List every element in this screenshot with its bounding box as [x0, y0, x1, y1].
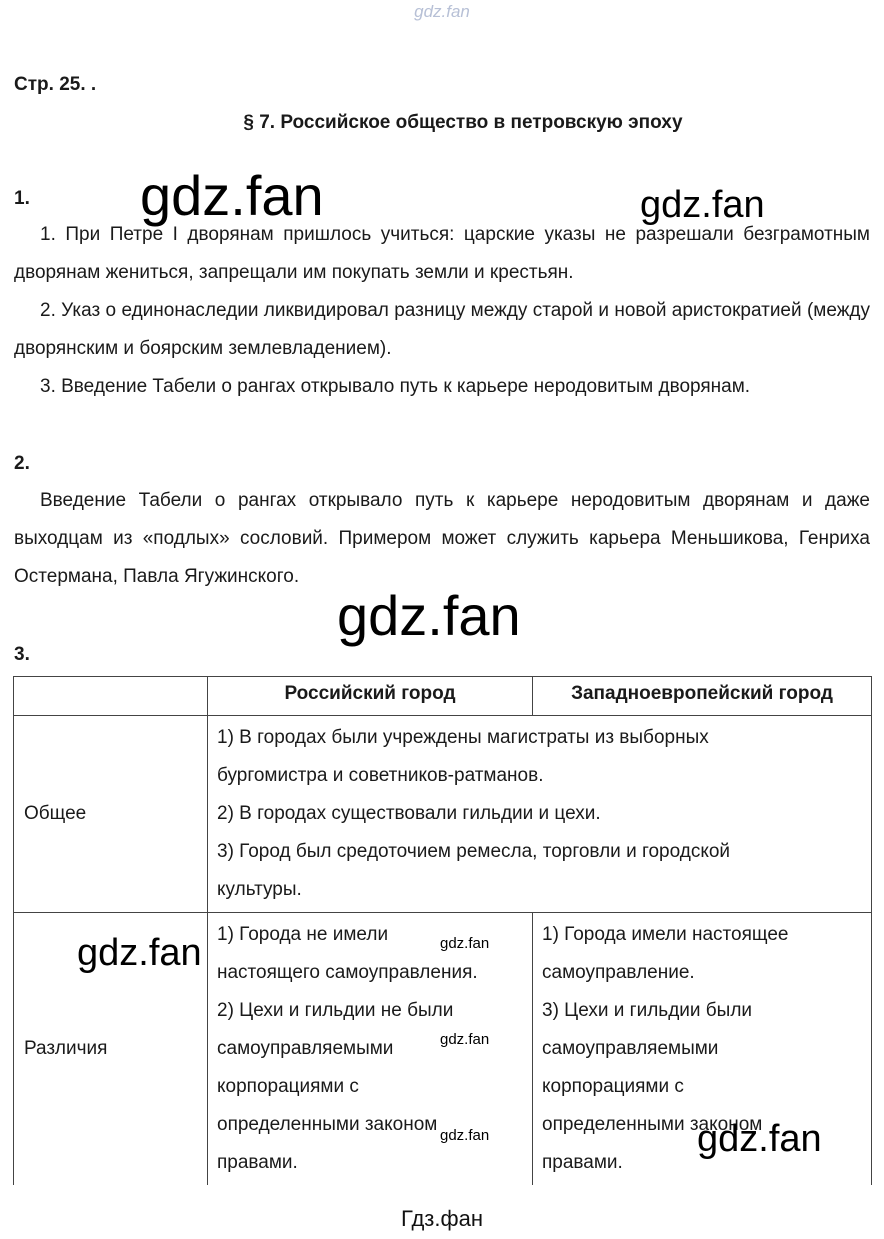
- question-1-number: 1.: [14, 188, 30, 209]
- common-cell: [208, 716, 872, 913]
- watermark-small: gdz.fan: [440, 1127, 490, 1144]
- table-row-common: [14, 716, 872, 913]
- question-1-answer: [14, 216, 870, 406]
- answer-1-point-3: 3. Введение Табели о рангах открывало путь к карьере неродовитым дворянам.: [40, 376, 751, 397]
- table-cell-line: 3) Город был средоточием ремесла, торговли и городской: [217, 841, 731, 862]
- header-empty-cell: [14, 677, 208, 716]
- table-cell-line: определенными законом: [217, 1114, 438, 1135]
- table-cell-line: 2) В городах существовали гильдии и цехи.: [217, 803, 601, 824]
- table-cell-line: 1) Города имели настоящее: [542, 924, 789, 945]
- russian-differences-cell: [208, 913, 533, 1186]
- answer-2-text: Введение Табели о рангах открывало путь к карьере неродовитым дворянам и даже выходцам из «подлых» сословий. Примером может служить карьера Меньшикова, Генриха Остермана, Павла Ягужинского.: [14, 490, 870, 587]
- row-label-differences: Различия: [14, 913, 208, 1186]
- table-cell-line: 1) Города не имели: [217, 924, 389, 945]
- question-3-number: 3.: [14, 644, 30, 665]
- table-cell-line: корпорациями с: [217, 1076, 359, 1097]
- table-cell-line: самоуправляемыми: [542, 1038, 719, 1059]
- table-cell-line: 1) В городах были учреждены магистраты из выборных: [217, 727, 709, 748]
- table-cell-line: правами.: [542, 1152, 623, 1173]
- watermark-large: gdz.fan: [337, 584, 521, 647]
- common-lines: [209, 717, 870, 911]
- header-russian-city: Российский город: [208, 677, 533, 716]
- page-number: Стр. 25. .: [14, 74, 97, 95]
- answer-1-point-2: 2. Указ о единонаследии ликвидировал разницу между старой и новой аристократией (между дворянским и боярским землевладением).: [14, 300, 870, 359]
- row-label-common: Общее: [14, 716, 208, 913]
- table-cell-line: правами.: [217, 1152, 298, 1173]
- table-cell-line: самоуправление.: [542, 962, 695, 983]
- table-header-row: [14, 677, 872, 716]
- watermark-top: gdz.fan: [414, 2, 470, 21]
- question-2-number: 2.: [14, 453, 30, 474]
- table-cell-line: бургомистра и советников-ратманов.: [217, 765, 544, 786]
- table-cell-line: корпорациями с: [542, 1076, 684, 1097]
- watermark-medium: gdz.fan: [77, 932, 202, 974]
- table-cell-line: самоуправляемыми: [217, 1038, 394, 1059]
- answer-1-point-1: 1. При Петре I дворянам пришлось учиться: царские указы не разрешали безграмотным дворянам жениться, запрещали им покупать земли и крестьян.: [14, 224, 870, 283]
- watermark-small: gdz.fan: [440, 935, 490, 952]
- table-cell-line: 3) Цехи и гильдии были: [542, 1000, 753, 1021]
- table-cell-line: настоящего самоуправления.: [217, 962, 478, 983]
- question-2-answer: [14, 482, 870, 596]
- section-title: § 7. Российское общество в петровскую эпоху: [243, 112, 683, 133]
- header-western-city: Западноевропейский город: [533, 677, 872, 716]
- comparison-table: [13, 676, 872, 1185]
- watermark-large: gdz.fan: [140, 164, 324, 227]
- watermark-medium: gdz.fan: [697, 1118, 822, 1160]
- table-cell-line: определенными законом: [542, 1114, 763, 1135]
- footer-site-name: Гдз.фан: [401, 1206, 483, 1231]
- watermark-medium: gdz.fan: [640, 184, 765, 226]
- watermark-small: gdz.fan: [440, 1031, 490, 1048]
- table-cell-line: 2) Цехи и гильдии не были: [217, 1000, 454, 1021]
- table-cell-line: культуры.: [217, 879, 302, 900]
